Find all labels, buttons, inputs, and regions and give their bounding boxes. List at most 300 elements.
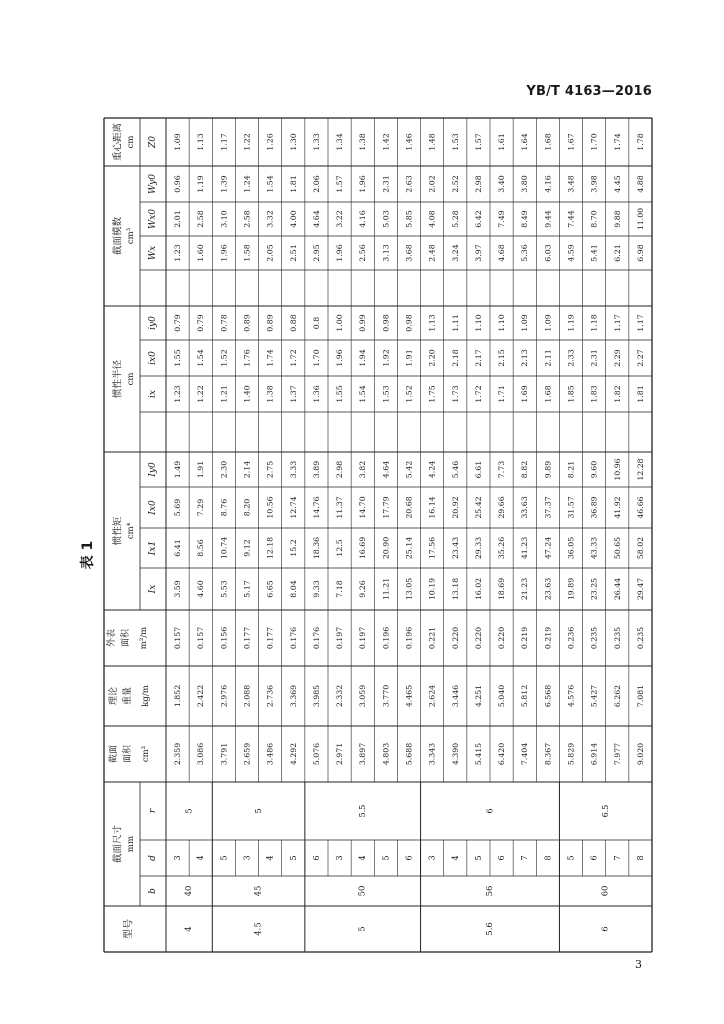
cell-value: 3.24	[450, 244, 460, 262]
cell-value: 2.736	[265, 684, 275, 708]
cell-value: 4.08	[427, 210, 437, 228]
cell-d: 5	[566, 855, 576, 861]
cell-value: 2.971	[335, 742, 345, 766]
cell-value: 1.68	[543, 133, 553, 151]
cell-value: 1.81	[288, 175, 298, 193]
cell-value: 5.36	[520, 244, 530, 262]
cell-value: 2.20	[427, 349, 437, 367]
cell-value: 3.98	[589, 175, 599, 193]
cell-value: 25.42	[473, 496, 483, 519]
cell-value: 1.23	[173, 244, 183, 262]
cell-value: 16.14	[427, 496, 437, 519]
cell-value: 36.05	[566, 536, 576, 560]
cell-value: 13.18	[450, 577, 460, 601]
cell-value: 1.55	[335, 385, 345, 403]
cell-value: 41.23	[520, 536, 530, 560]
cell-value: 1.24	[242, 175, 252, 193]
cell-value: 3.10	[219, 210, 229, 228]
inertia-col-2: Ix0	[148, 500, 158, 515]
modulus-col-0: Wx	[148, 245, 158, 261]
cell-value: 0.99	[358, 314, 368, 332]
cell-r: 5.5	[358, 804, 368, 818]
radius-col-2: iy0	[148, 316, 158, 330]
cell-value: 0.235	[589, 626, 599, 650]
cell-value: 20.68	[404, 496, 414, 519]
cell-value: 0.235	[635, 626, 645, 650]
cell-value: 0.220	[450, 626, 460, 650]
cell-value: 1.09	[173, 133, 183, 151]
cell-value: 1.72	[288, 349, 298, 367]
cell-value: 1.60	[196, 244, 206, 262]
cell-value: 1.61	[497, 133, 507, 151]
cell-value: 18.36	[311, 536, 321, 560]
cell-value: 6.98	[635, 244, 645, 262]
cell-value: 2.659	[242, 742, 252, 766]
cell-value: 4.803	[381, 742, 391, 766]
cell-value: 0.219	[543, 626, 553, 650]
radius-col-1: ix0	[148, 351, 158, 365]
cell-value: 1.96	[219, 244, 229, 262]
cell-value: 25.14	[404, 536, 414, 560]
cell-d: 4	[450, 855, 460, 861]
cell-value: 9.60	[589, 460, 599, 479]
area-header-2: 面积	[123, 744, 133, 764]
cell-value: 1.10	[473, 314, 483, 332]
cell-value: 5.28	[450, 210, 460, 228]
cell-value: 3.446	[450, 684, 460, 708]
cell-value: 1.70	[589, 133, 599, 151]
weight-header-2: 重量	[123, 686, 133, 706]
cell-value: 41.92	[612, 496, 622, 519]
cell-value: 6.914	[589, 742, 599, 766]
cell-value: 5.829	[566, 742, 576, 766]
cell-value: 14.76	[311, 496, 321, 519]
cell-value: 1.19	[566, 314, 576, 332]
section-size-header: 截面尺寸	[112, 824, 124, 864]
cell-value: 1.11	[450, 314, 460, 332]
cell-value: 0.96	[173, 175, 183, 193]
cell-value: 1.37	[288, 385, 298, 403]
cell-value: 7.404	[520, 742, 530, 766]
cell-value: 4.251	[473, 684, 483, 708]
cell-value: 1.92	[381, 349, 391, 367]
cell-value: 2.58	[242, 210, 252, 228]
cell-value: 2.51	[288, 244, 298, 262]
cell-value: 3.059	[358, 684, 368, 708]
cell-value: 1.17	[612, 314, 622, 332]
cell-value: 5.688	[404, 742, 414, 766]
cell-value: 1.53	[381, 385, 391, 403]
cell-value: 3.82	[358, 460, 368, 479]
cell-value: 2.05	[265, 244, 275, 262]
cell-d: 5	[288, 855, 298, 861]
cell-value: 1.69	[520, 385, 530, 403]
cell-value: 1.74	[265, 349, 275, 367]
cell-value: 1.36	[311, 385, 321, 403]
cell-value: 2.422	[196, 684, 206, 708]
centroid-unit: cm	[126, 135, 136, 149]
cell-value: 2.33	[566, 349, 576, 367]
cell-value: 50.65	[612, 536, 622, 560]
cell-value: 20.90	[381, 536, 391, 560]
cell-d: 3	[335, 855, 345, 861]
cell-value: 2.15	[497, 349, 507, 367]
model-header: 型号	[123, 919, 135, 939]
cell-value: 1.58	[242, 244, 252, 262]
cell-value: 6.03	[543, 244, 553, 262]
cell-value: 4.64	[311, 210, 321, 228]
cell-d: 8	[635, 855, 645, 861]
cell-value: 0.177	[265, 626, 275, 650]
cell-value: 3.97	[473, 244, 483, 262]
cell-r: 6.5	[601, 804, 611, 818]
cell-d: 7	[612, 855, 622, 861]
cell-value: 2.98	[335, 460, 345, 479]
cell-value: 2.30	[219, 460, 229, 479]
cell-value: 3.48	[566, 175, 576, 193]
cell-value: 3.486	[265, 742, 275, 766]
modulus-header: 截面模数	[112, 216, 124, 256]
cell-value: 2.14	[242, 460, 252, 479]
cell-value: 1.23	[173, 385, 183, 403]
cell-value: 29.33	[473, 536, 483, 560]
d-header: d	[148, 855, 158, 861]
cell-value: 1.54	[196, 349, 206, 367]
surface-header-1: 外表	[107, 628, 117, 648]
surface-header-2: 面积	[121, 628, 131, 648]
cell-d: 6	[404, 855, 414, 861]
cell-value: 1.19	[196, 175, 206, 193]
cell-value: 1.78	[635, 133, 645, 151]
inertia-col-0: Ix	[148, 584, 158, 594]
cell-value: 0.177	[242, 626, 252, 650]
cell-value: 1.94	[358, 349, 368, 367]
cell-value: 1.53	[450, 133, 460, 151]
cell-value: 3.68	[404, 244, 414, 262]
cell-value: 6.65	[265, 580, 275, 598]
cell-value: 43.33	[589, 536, 599, 560]
cell-value: 3.369	[288, 684, 298, 708]
cell-value: 37.37	[543, 496, 553, 519]
cell-value: 15.2	[288, 539, 298, 557]
cell-value: 4.16	[543, 175, 553, 193]
cell-value: 1.72	[473, 385, 483, 403]
cell-value: 7.081	[635, 684, 645, 708]
inertia-col-3: Iy0	[148, 462, 158, 477]
cell-value: 3.32	[265, 210, 275, 228]
cell-value: 9.89	[543, 460, 553, 479]
cell-value: 16.69	[358, 536, 368, 560]
cell-d: 6	[311, 855, 321, 861]
cell-value: 1.13	[196, 133, 206, 151]
cell-d: 4	[196, 855, 206, 861]
cell-value: 17.79	[381, 496, 391, 519]
cell-value: 1.22	[196, 385, 206, 403]
surface-unit: m²/m	[139, 626, 149, 650]
cell-value: 20.92	[450, 496, 460, 519]
cell-value: 3.791	[219, 742, 229, 766]
cell-value: 1.73	[450, 385, 460, 403]
cell-value: 5.415	[473, 742, 483, 766]
centroid-col-0: Z0	[148, 136, 158, 148]
cell-value: 1.81	[635, 385, 645, 403]
cell-value: 29.66	[497, 496, 507, 519]
modulus-col-2: Wy0	[148, 174, 158, 194]
section-size-unit: mm	[126, 835, 136, 853]
inertia-unit: cm⁴	[126, 522, 136, 540]
cell-d: 3	[242, 855, 252, 861]
cell-value: 9.33	[311, 580, 321, 598]
cell-value: 1.91	[196, 460, 206, 479]
cell-d: 5	[381, 855, 391, 861]
cell-b: 45	[253, 885, 264, 897]
cell-value: 6.61	[473, 460, 483, 479]
cell-value: 5.46	[450, 460, 460, 479]
cell-value: 7.49	[497, 210, 507, 228]
cell-value: 4.88	[635, 175, 645, 193]
cell-value: 1.33	[311, 133, 321, 151]
cell-value: 1.39	[219, 175, 229, 193]
cell-value: 2.63	[404, 175, 414, 193]
cell-value: 4.16	[358, 210, 368, 228]
cell-value: 1.83	[589, 385, 599, 403]
area-unit: cm²	[141, 745, 151, 763]
cell-value: 4.292	[288, 742, 298, 766]
cell-value: 1.57	[473, 133, 483, 151]
cell-value: 11.21	[381, 577, 391, 601]
cell-value: 26.44	[612, 577, 622, 601]
cell-value: 0.196	[381, 626, 391, 650]
cell-model: 4.5	[253, 922, 264, 936]
weight-unit: kg/m	[141, 685, 151, 707]
cell-value: 2.332	[335, 684, 345, 708]
cell-value: 8.20	[242, 498, 252, 517]
radius-col-0: ix	[148, 390, 158, 398]
cell-value: 4.465	[404, 684, 414, 708]
cell-b: 56	[485, 885, 495, 897]
cell-value: 1.09	[543, 314, 553, 332]
cell-value: 2.359	[173, 742, 183, 766]
cell-r: 5	[254, 808, 264, 814]
cell-value: 9.26	[358, 580, 368, 598]
cell-value: 21.23	[520, 577, 530, 601]
cell-value: 9.12	[242, 539, 252, 557]
cell-value: 4.45	[612, 175, 622, 193]
cell-value: 1.70	[311, 349, 321, 367]
cell-d: 3	[427, 855, 437, 861]
cell-r: 6	[485, 808, 495, 814]
cell-value: 7.18	[335, 580, 345, 598]
cell-value: 6.420	[497, 742, 507, 766]
cell-value: 35.26	[497, 536, 507, 560]
cell-value: 1.71	[497, 385, 507, 403]
cell-value: 1.96	[335, 244, 345, 262]
cell-value: 11.37	[335, 496, 345, 519]
cell-value: 7.29	[196, 498, 206, 517]
cell-b: 40	[184, 885, 195, 897]
cell-value: 23.63	[543, 577, 553, 601]
cell-value: 9.44	[543, 210, 553, 228]
cell-value: 14.70	[358, 496, 368, 519]
cell-model: 5.6	[485, 922, 495, 936]
cell-value: 3.897	[358, 742, 368, 766]
cell-value: 5.427	[589, 684, 599, 708]
cell-value: 1.52	[219, 349, 229, 367]
table-title: 表 1	[80, 540, 96, 570]
cell-value: 1.52	[404, 385, 414, 403]
cell-value: 4.59	[566, 244, 576, 262]
r-header: r	[148, 808, 158, 814]
cell-value: 0.220	[473, 626, 483, 650]
cell-value: 4.390	[450, 742, 460, 766]
cell-value: 1.38	[358, 133, 368, 151]
cell-value: 1.74	[612, 133, 622, 151]
cell-value: 2.58	[196, 210, 206, 228]
cell-value: 0.176	[311, 626, 321, 650]
cell-value: 2.27	[635, 349, 645, 367]
cell-value: 0.88	[288, 314, 298, 332]
cell-value: 5.076	[311, 742, 321, 766]
cell-value: 3.40	[497, 175, 507, 193]
cell-value: 2.18	[450, 349, 460, 367]
cell-value: 1.852	[173, 684, 183, 708]
cell-value: 4.576	[566, 684, 576, 708]
cell-value: 12.5	[335, 539, 345, 557]
page-number: 3	[635, 958, 642, 971]
cell-value: 2.624	[427, 684, 437, 708]
cell-value: 8.367	[543, 742, 553, 766]
inertia-col-1: Ix1	[148, 540, 158, 556]
radius-header: 惯性半径	[112, 359, 124, 399]
cell-value: 1.67	[566, 133, 576, 151]
cell-value: 1.10	[497, 314, 507, 332]
cell-value: 2.02	[427, 175, 437, 193]
cell-value: 1.75	[427, 385, 437, 403]
cell-value: 5.53	[219, 580, 229, 598]
modulus-col-1: Wx0	[148, 208, 158, 230]
cell-value: 1.54	[358, 385, 368, 403]
cell-d: 6	[497, 855, 507, 861]
cell-value: 5.040	[497, 684, 507, 708]
cell-value: 11.00	[635, 207, 645, 231]
cell-value: 1.17	[635, 314, 645, 332]
cell-value: 8.04	[288, 580, 298, 598]
cell-value: 23.43	[450, 536, 460, 560]
cell-d: 8	[543, 855, 553, 861]
cell-value: 2.976	[219, 684, 229, 708]
cell-value: 29.47	[635, 577, 645, 601]
cell-value: 0.98	[404, 314, 414, 332]
cell-value: 0.79	[173, 314, 183, 332]
cell-value: 31.57	[566, 496, 576, 519]
inertia-header: 惯性矩	[112, 516, 124, 546]
cell-value: 8.76	[219, 498, 229, 517]
cell-value: 0.196	[404, 626, 414, 650]
cell-value: 3.086	[196, 742, 206, 766]
cell-value: 1.34	[335, 133, 345, 151]
cell-value: 12.18	[265, 536, 275, 560]
cell-value: 2.52	[450, 175, 460, 193]
cell-value: 4.00	[288, 210, 298, 228]
cell-value: 2.11	[543, 349, 553, 367]
cell-value: 7.44	[566, 210, 576, 228]
cell-value: 5.41	[589, 244, 599, 262]
cell-value: 0.221	[427, 626, 437, 650]
cell-value: 1.49	[173, 460, 183, 479]
cell-value: 1.48	[427, 133, 437, 151]
cell-value: 1.91	[404, 349, 414, 367]
cell-value: 47.24	[543, 536, 553, 560]
cell-value: 1.00	[335, 314, 345, 332]
cell-value: 1.85	[566, 385, 576, 403]
cell-value: 7.977	[612, 742, 622, 766]
cell-value: 2.088	[242, 684, 252, 708]
cell-value: 0.235	[612, 626, 622, 650]
cell-value: 1.30	[288, 133, 298, 151]
cell-value: 2.31	[381, 175, 391, 193]
b-header: b	[148, 888, 158, 894]
cell-value: 1.55	[173, 349, 183, 367]
cell-value: 6.41	[173, 539, 183, 557]
cell-value: 0.79	[196, 314, 206, 332]
cell-model: 5	[357, 926, 368, 932]
cell-value: 1.42	[381, 133, 391, 151]
cell-value: 0.98	[381, 314, 391, 332]
cell-value: 2.01	[173, 210, 183, 228]
cell-value: 10.96	[612, 458, 622, 481]
modulus-unit: cm³	[126, 227, 136, 245]
cell-value: 1.68	[543, 385, 553, 403]
cell-value: 2.75	[265, 460, 275, 479]
cell-value: 3.343	[427, 742, 437, 766]
cell-value: 5.69	[173, 498, 183, 517]
cell-value: 5.17	[242, 580, 252, 598]
cell-value: 1.82	[612, 385, 622, 403]
cell-value: 0.220	[497, 626, 507, 650]
cell-value: 8.49	[520, 210, 530, 228]
cell-value: 6.42	[473, 210, 483, 228]
cell-value: 1.09	[520, 314, 530, 332]
centroid-header: 重心距离	[112, 122, 124, 162]
cell-d: 7	[520, 855, 530, 861]
cell-value: 2.48	[427, 244, 437, 262]
cell-value: 6.262	[612, 684, 622, 708]
cell-value: 4.64	[381, 460, 391, 479]
cell-value: 8.56	[196, 539, 206, 557]
cell-value: 1.26	[265, 133, 275, 151]
cell-value: 1.40	[242, 385, 252, 403]
cell-value: 1.22	[242, 133, 252, 151]
cell-value: 1.13	[427, 314, 437, 332]
cell-value: 2.31	[589, 349, 599, 367]
cell-value: 5.85	[404, 210, 414, 228]
cell-value: 0.156	[219, 626, 229, 650]
cell-value: 12.74	[288, 496, 298, 519]
cell-value: 7.73	[497, 460, 507, 479]
cell-value: 0.157	[173, 626, 183, 650]
cell-value: 0.236	[566, 626, 576, 650]
area-header-1: 截面	[109, 744, 119, 764]
cell-value: 1.64	[520, 133, 530, 151]
cell-value: 2.13	[520, 349, 530, 367]
cell-value: 6.21	[612, 244, 622, 262]
cell-d: 4	[358, 855, 368, 861]
cell-value: 0.197	[358, 626, 368, 650]
cell-value: 0.219	[520, 626, 530, 650]
cell-value: 3.770	[381, 684, 391, 708]
cell-model: 4	[184, 926, 195, 932]
cell-value: 0.8	[311, 316, 321, 330]
